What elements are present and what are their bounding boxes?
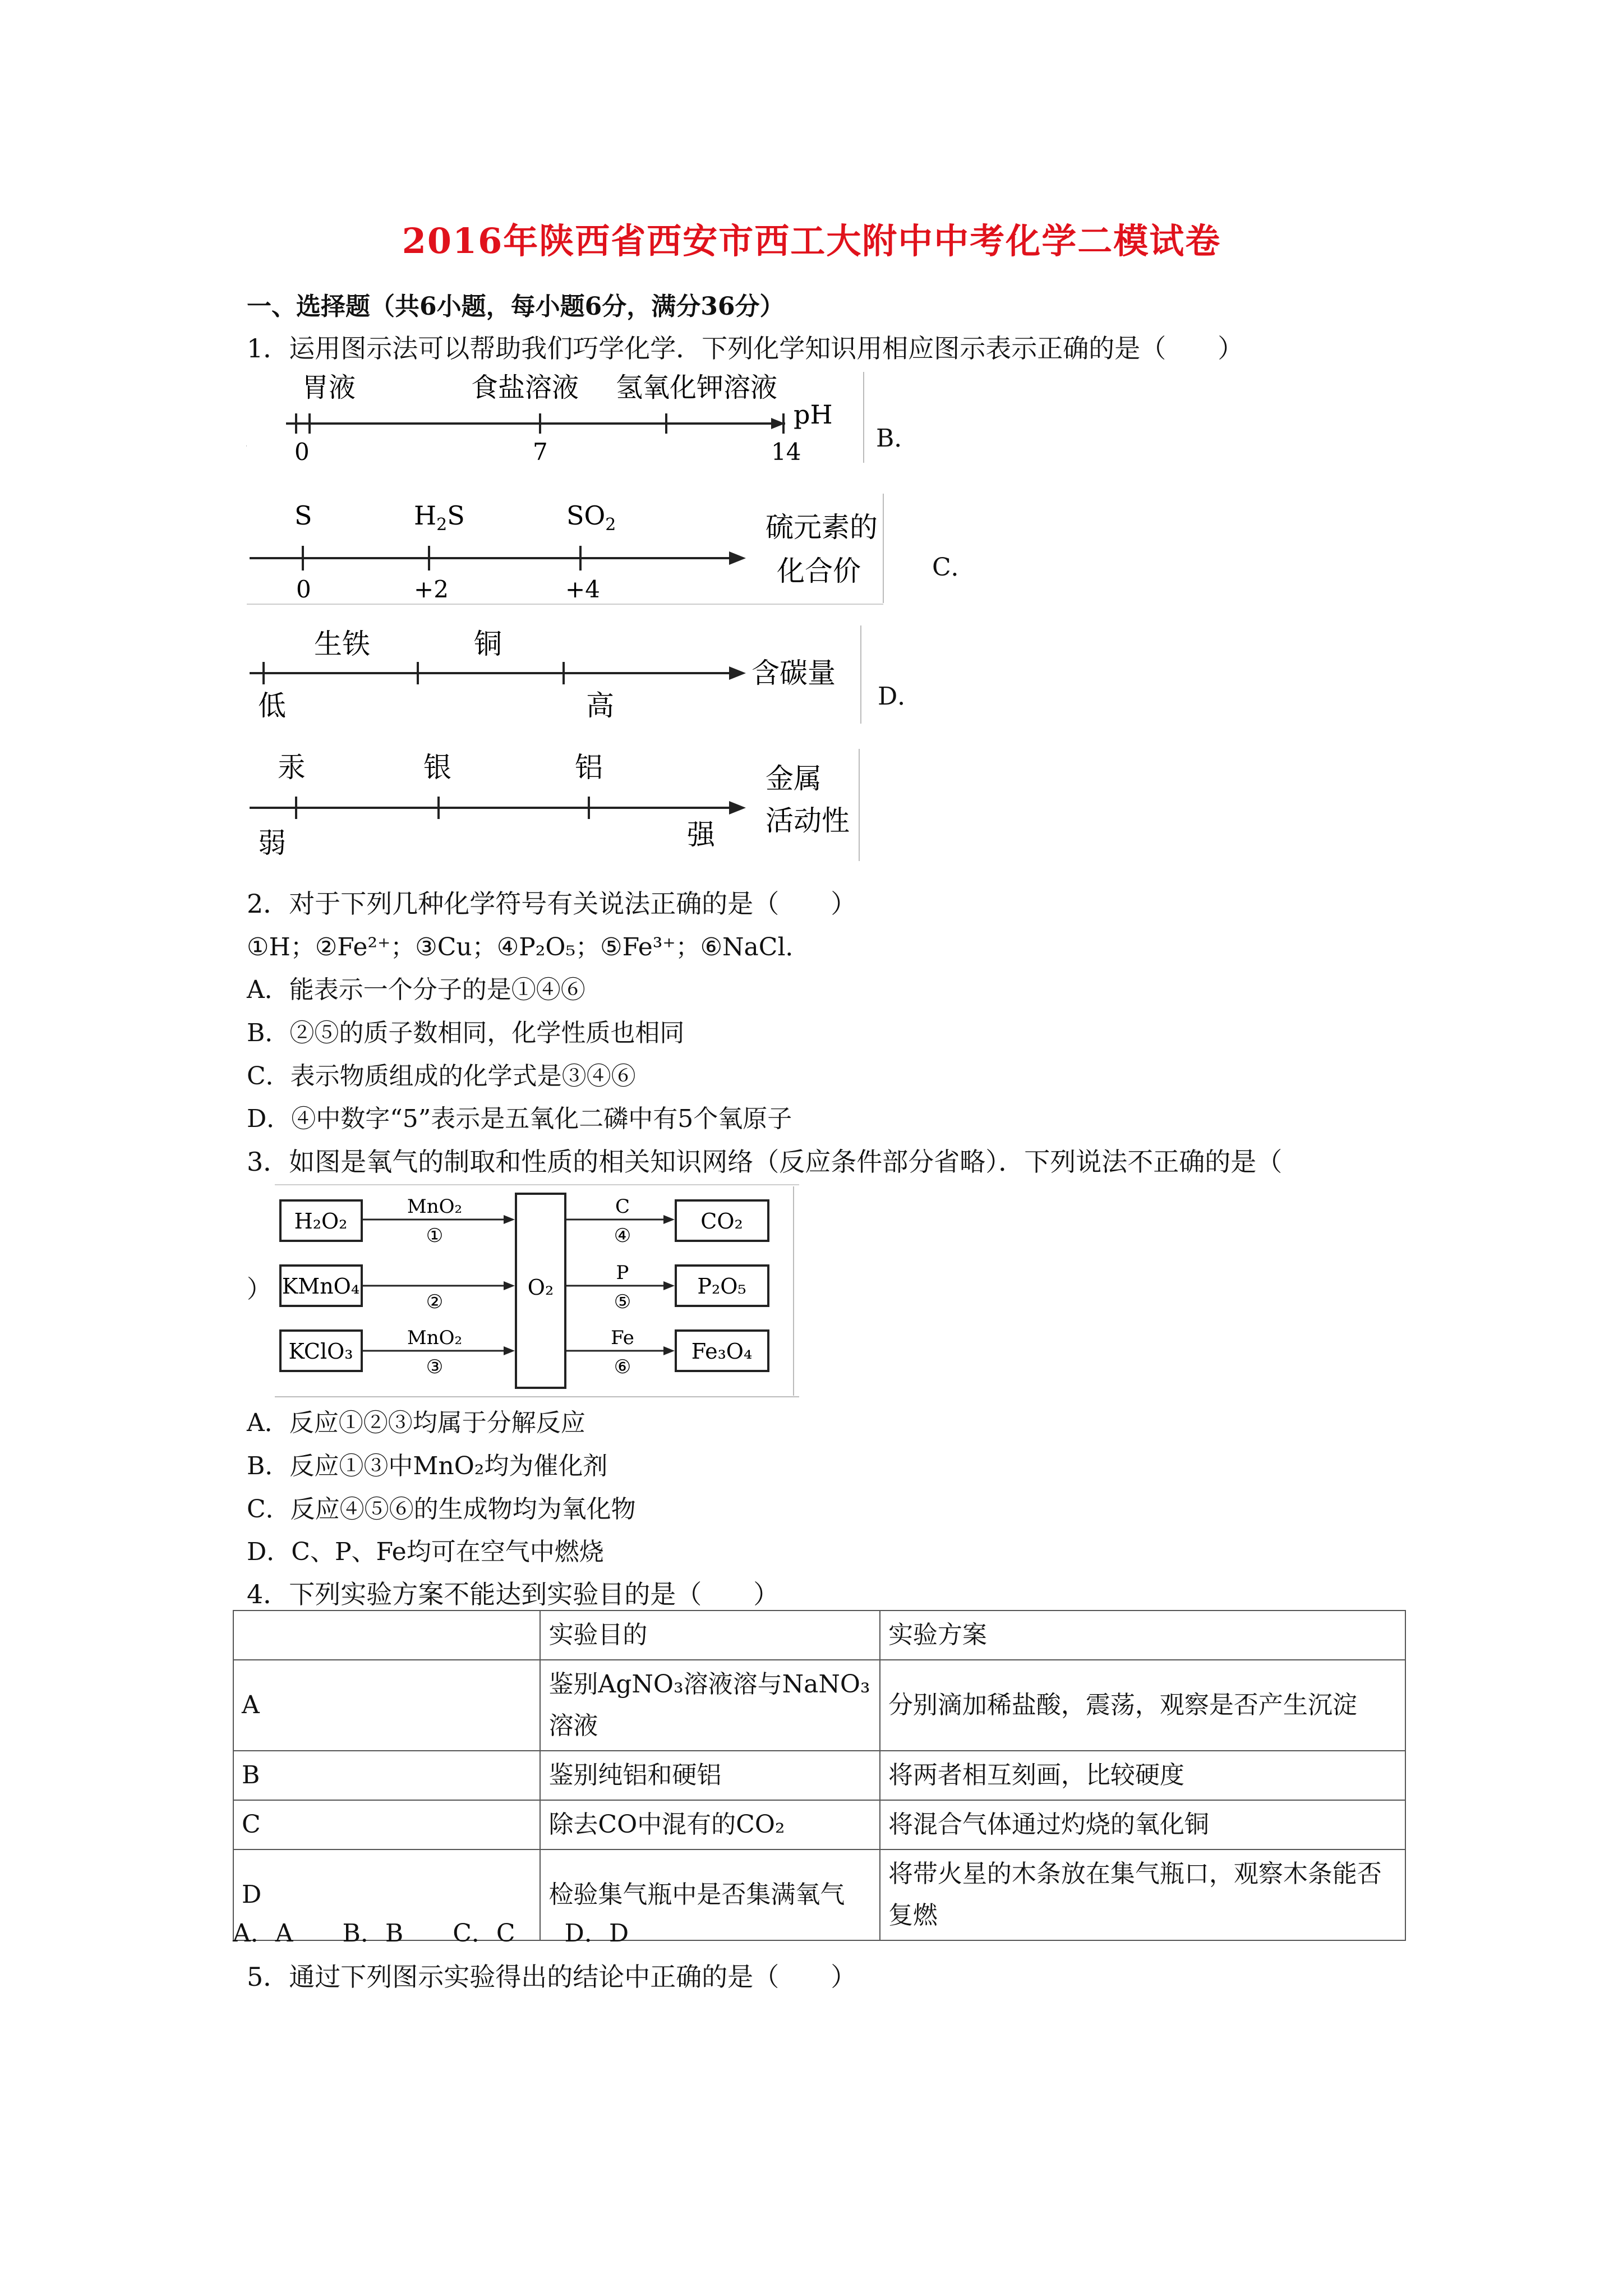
row-label: C bbox=[233, 1800, 540, 1849]
weak-label: 弱 bbox=[258, 827, 286, 859]
q2-option-a: A．能表示一个分子的是①④⑥ bbox=[247, 976, 585, 1004]
reagent-fe: Fe bbox=[611, 1327, 634, 1349]
ph-tick-0: 0 bbox=[294, 438, 310, 466]
catalyst-3: MnO₂ bbox=[407, 1327, 463, 1349]
valence-tick-2: +2 bbox=[414, 576, 449, 603]
strong-label: 强 bbox=[687, 818, 715, 851]
header-cell-blank bbox=[233, 1611, 540, 1660]
q5-stem: 5．通过下列图示实验得出的结论中正确的是（ ） bbox=[247, 1962, 857, 1992]
q2-option-c: C．表示物质组成的化学式是③④⑥ bbox=[247, 1062, 636, 1091]
species-so2: $SO_2$ bbox=[566, 500, 616, 535]
experiment-table bbox=[233, 1610, 1406, 1941]
reaction-num-5: ⑤ bbox=[614, 1291, 631, 1313]
center-o2: O₂ bbox=[527, 1275, 554, 1300]
silver-label: 银 bbox=[423, 751, 451, 784]
row-purpose: 鉴别AgNO₃溶液溶与NaNO₃溶液 bbox=[540, 1660, 880, 1751]
table-row bbox=[233, 1800, 1405, 1849]
table-header-row bbox=[233, 1611, 1405, 1660]
row-purpose: 除去CO中混有的CO₂ bbox=[540, 1800, 880, 1849]
activity-axis-label-2: 活动性 bbox=[766, 804, 850, 837]
species-h2s: $H_2S$ bbox=[414, 500, 465, 535]
activity-axis-label-1: 金属 bbox=[766, 762, 822, 795]
ph-tick-14: 14 bbox=[771, 438, 801, 466]
q3-option-b: B．反应①③中MnO₂均为催化剂 bbox=[247, 1452, 608, 1480]
reaction-num-3: ③ bbox=[426, 1356, 444, 1378]
product-p2o5: P₂O₅ bbox=[697, 1274, 746, 1299]
product-co2: CO₂ bbox=[700, 1209, 743, 1234]
salt-solution-label: 食盐溶液 bbox=[471, 372, 579, 403]
row-plan: 将带火星的木条放在集气瓶口，观察木条能否复燃 bbox=[880, 1849, 1405, 1940]
ph-tick-7: 7 bbox=[533, 438, 548, 466]
q4-choices: A．A B．B C．C D．D bbox=[233, 1919, 629, 1948]
q3-option-c: C．反应④⑤⑥的生成物均为氧化物 bbox=[247, 1495, 636, 1524]
q1-label-c: C． bbox=[932, 553, 976, 582]
stomach-acid-label: 胃液 bbox=[302, 372, 356, 403]
q3-option-d: D．C、P、Fe均可在空气中燃烧 bbox=[247, 1538, 604, 1566]
reactant-kclo3: KClO₃ bbox=[288, 1339, 353, 1364]
ph-axis-label: pH bbox=[794, 399, 833, 430]
mercury-label: 汞 bbox=[278, 751, 306, 784]
row-label: A bbox=[233, 1660, 540, 1751]
reaction-num-2: ② bbox=[426, 1291, 444, 1313]
valence-axis-label-1: 硫元素的 bbox=[766, 511, 878, 544]
carbon-content-figure bbox=[247, 620, 869, 726]
row-plan: 将两者相互刻画，比较硬度 bbox=[880, 1751, 1405, 1800]
section-heading: 一、选择题（共6小题，每小题6分，满分36分） bbox=[247, 292, 785, 321]
row-label: D bbox=[233, 1849, 540, 1940]
q1-label-b: B． bbox=[876, 424, 919, 453]
sulfur-valence-figure bbox=[247, 485, 892, 606]
low-label: 低 bbox=[258, 689, 286, 722]
catalyst-1: MnO₂ bbox=[407, 1195, 463, 1218]
row-plan: 将混合气体通过灼烧的氧化铜 bbox=[880, 1800, 1405, 1849]
oxygen-network-figure bbox=[275, 1184, 799, 1400]
reaction-num-1: ① bbox=[426, 1225, 444, 1247]
table-row bbox=[233, 1751, 1405, 1800]
copper-label: 铜 bbox=[474, 628, 502, 660]
reagent-c: C bbox=[615, 1195, 630, 1218]
valence-axis-label-2: 化合价 bbox=[777, 555, 861, 587]
valence-tick-4: +4 bbox=[565, 576, 600, 603]
reagent-p: P bbox=[616, 1262, 629, 1284]
reaction-num-4: ④ bbox=[614, 1225, 631, 1247]
koh-solution-label: 氢氧化钾溶液 bbox=[616, 372, 778, 403]
pig-iron-label: 生铁 bbox=[314, 628, 370, 660]
product-fe3o4: Fe₃O₄ bbox=[691, 1339, 753, 1364]
header-cell-plan: 实验方案 bbox=[880, 1611, 1405, 1660]
reactant-h2o2: H₂O₂ bbox=[294, 1209, 348, 1234]
row-label: B bbox=[233, 1751, 540, 1800]
q3-stem: 3．如图是氧气的制取和性质的相关知识网络（反应条件部分省略）．下列说法不正确的是（ bbox=[247, 1147, 1283, 1177]
reactant-kmno4: KMnO₄ bbox=[282, 1274, 360, 1299]
reaction-num-6: ⑥ bbox=[614, 1356, 631, 1378]
row-plan: 分别滴加稀盐酸，震荡，观察是否产生沉淀 bbox=[880, 1660, 1405, 1751]
metal-activity-figure bbox=[247, 743, 869, 864]
q2-option-b: B．②⑤的质子数相同，化学性质也相同 bbox=[247, 1019, 685, 1047]
q2-stem: 2．对于下列几种化学符号有关说法正确的是（ ） bbox=[247, 889, 857, 919]
page-title: 2016年陕西省西安市西工大附中中考化学二模试卷 bbox=[402, 220, 1221, 261]
header-cell-purpose: 实验目的 bbox=[540, 1611, 880, 1660]
q3-close-paren: ） bbox=[247, 1275, 271, 1304]
carbon-axis-label: 含碳量 bbox=[751, 657, 836, 689]
q1-stem: 1．运用图示法可以帮助我们巧学化学．下列化学知识用相应图示表示正确的是（ ） bbox=[247, 333, 1244, 364]
high-label: 高 bbox=[586, 689, 614, 722]
row-purpose: 鉴别纯铝和硬铝 bbox=[540, 1751, 880, 1800]
q1-label-a: A． bbox=[247, 424, 289, 453]
valence-tick-0: 0 bbox=[296, 576, 311, 603]
aluminum-label: 铝 bbox=[575, 751, 603, 784]
ph-scale-figure bbox=[247, 367, 869, 466]
species-s: S bbox=[294, 500, 312, 531]
q2-symbols: ①H；②Fe²⁺；③Cu；④P₂O₅；⑤Fe³⁺；⑥NaCl． bbox=[247, 933, 810, 961]
q1-label-d: D． bbox=[878, 682, 923, 711]
table-row bbox=[233, 1660, 1405, 1751]
q2-option-d: D．④中数字“5”表示是五氧化二磷中有5个氧原子 bbox=[247, 1105, 792, 1133]
q3-option-a: A．反应①②③均属于分解反应 bbox=[247, 1409, 585, 1437]
q4-stem: 4．下列实验方案不能达到实验目的是（ ） bbox=[247, 1579, 780, 1609]
row-purpose: 检验集气瓶中是否集满氧气 bbox=[540, 1849, 880, 1940]
